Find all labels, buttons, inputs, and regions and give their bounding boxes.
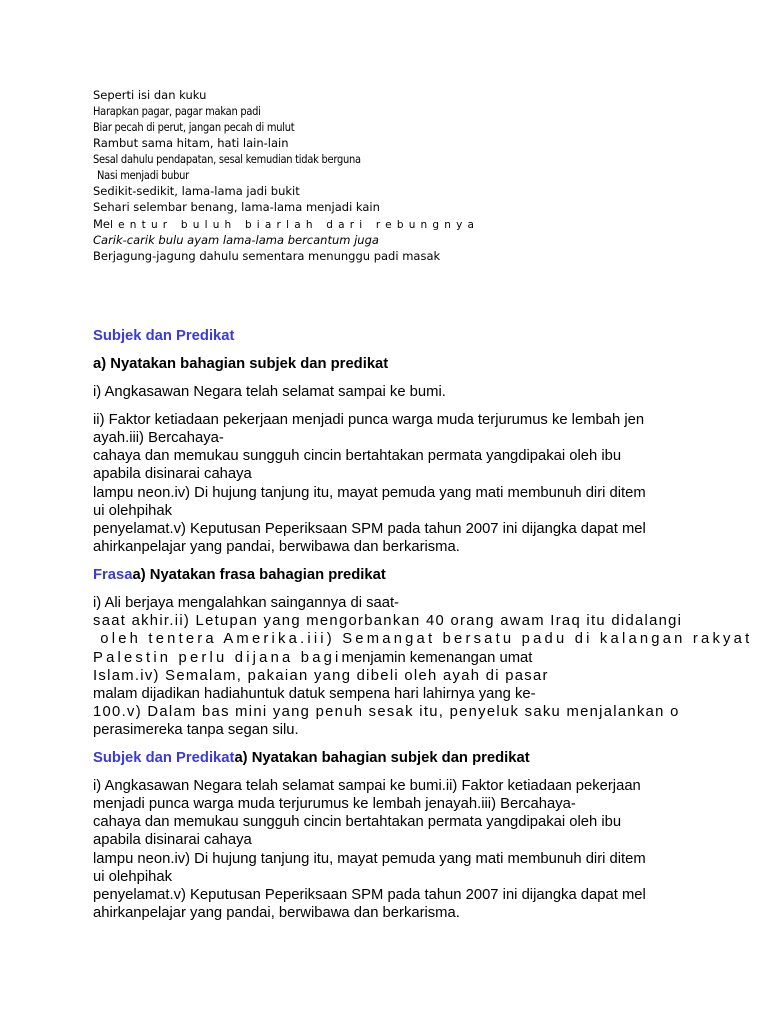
section-heading <box>93 749 530 767</box>
section-heading: Subjek dan Predikat <box>93 328 235 344</box>
question-heading: a) Nyatakan frasa bahagian predikat <box>132 567 386 583</box>
proverb-spaced-text: lentur buluh biarlah dari rebungnya <box>110 219 480 231</box>
proverb-line: Sesal dahulu pendapatan, sesal kemudian tidak berguna <box>93 152 361 166</box>
proverb-line: Harapkan pagar, pagar makan padi <box>93 104 261 118</box>
proverb-line: Carik-carik bulu ayam lama-lama bercantum juga <box>93 233 379 247</box>
body-line: i) Angkasawan Negara telah selamat sampai ke bumi.ii) Faktor ketiadaan pekerjaan <box>93 778 641 794</box>
proverb-line: Rambut sama hitam, hati lain-lain <box>93 136 289 150</box>
proverb-line: Nasi menjadi bubur <box>97 168 189 182</box>
body-line: lampu neon.iv) Di hujung tanjung itu, mayat pemuda yang mati membunuh diri ditem <box>93 851 646 867</box>
proverb-prefix: Me <box>93 217 110 231</box>
body-line: Islam.iv) Semalam, pakaian yang dibeli oleh ayah di pasar <box>93 668 549 684</box>
body-line: apabila disinarai cahaya <box>93 466 252 482</box>
body-line: perasimereka tanpa segan silu. <box>93 722 299 738</box>
proverb-line: Sedikit-sedikit, lama-lama jadi bukit <box>93 184 300 198</box>
proverb-line: Sehari selembar benang, lama-lama menjadi kain <box>93 200 380 214</box>
body-line: menjadi punca warga muda terjurumus ke lembah jenayah.iii) Bercahaya- <box>93 796 576 812</box>
body-line: malam dijadikan hadiahuntuk datuk sempena hari lahirnya yang ke- <box>93 686 536 702</box>
body-line: ii) Faktor ketiadaan pekerjaan menjadi punca warga muda terjurumus ke lembah jen <box>93 412 645 428</box>
body-text: menjamin kemenangan umat <box>341 650 533 666</box>
spaced-text: Palestin perlu dijana bagi <box>93 650 342 666</box>
section-heading-label: Subjek dan Predikat <box>93 750 235 766</box>
proverb-line: Seperti isi dan kuku <box>93 88 207 102</box>
body-line: i) Ali berjaya mengalahkan saingannya di saat- <box>93 595 399 611</box>
body-line: oleh tentera Amerika.iii) Semangat bersatu padu di kalangan rakyat <box>93 631 753 647</box>
body-line: ui olehpihak <box>93 503 172 519</box>
body-line: i) Angkasawan Negara telah selamat sampai ke bumi. <box>93 384 446 400</box>
body-line: apabila disinarai cahaya <box>93 832 252 848</box>
body-line: ahirkanpelajar yang pandai, berwibawa dan berkarisma. <box>93 905 460 921</box>
body-line: ui olehpihak <box>93 869 172 885</box>
section-heading <box>93 566 386 584</box>
body-line: lampu neon.iv) Di hujung tanjung itu, mayat pemuda yang mati membunuh diri ditem <box>93 485 646 501</box>
body-line <box>93 649 532 667</box>
body-line: saat akhir.ii) Letupan yang mengorbankan 40 orang awam Iraq itu didalangi <box>93 613 683 629</box>
body-line: ayah.iii) Bercahaya- <box>93 430 224 446</box>
body-line: cahaya dan memukau sungguh cincin bertahtakan permata yangdipakai oleh ibu <box>93 448 622 464</box>
proverb-line: Berjagung-jagung dahulu sementara menunggu padi masak <box>93 249 441 263</box>
proverb-line <box>93 217 479 232</box>
body-line: ahirkanpelajar yang pandai, berwibawa dan berkarisma. <box>93 539 460 555</box>
question-heading: a) Nyatakan bahagian subjek dan predikat <box>93 356 389 372</box>
body-line: penyelamat.v) Keputusan Peperiksaan SPM pada tahun 2007 ini dijangka dapat mel <box>93 521 646 537</box>
body-line: 100.v) Dalam bas mini yang penuh sesak itu, penyeluk saku menjalankan o <box>93 704 680 720</box>
question-heading: a) Nyatakan bahagian subjek dan predikat <box>234 750 530 766</box>
section-heading-label: Frasa <box>93 567 133 583</box>
proverb-line: Biar pecah di perut, jangan pecah di mulut <box>93 120 295 134</box>
body-line: cahaya dan memukau sungguh cincin bertahtakan permata yangdipakai oleh ibu <box>93 814 622 830</box>
body-line: penyelamat.v) Keputusan Peperiksaan SPM pada tahun 2007 ini dijangka dapat mel <box>93 887 646 903</box>
